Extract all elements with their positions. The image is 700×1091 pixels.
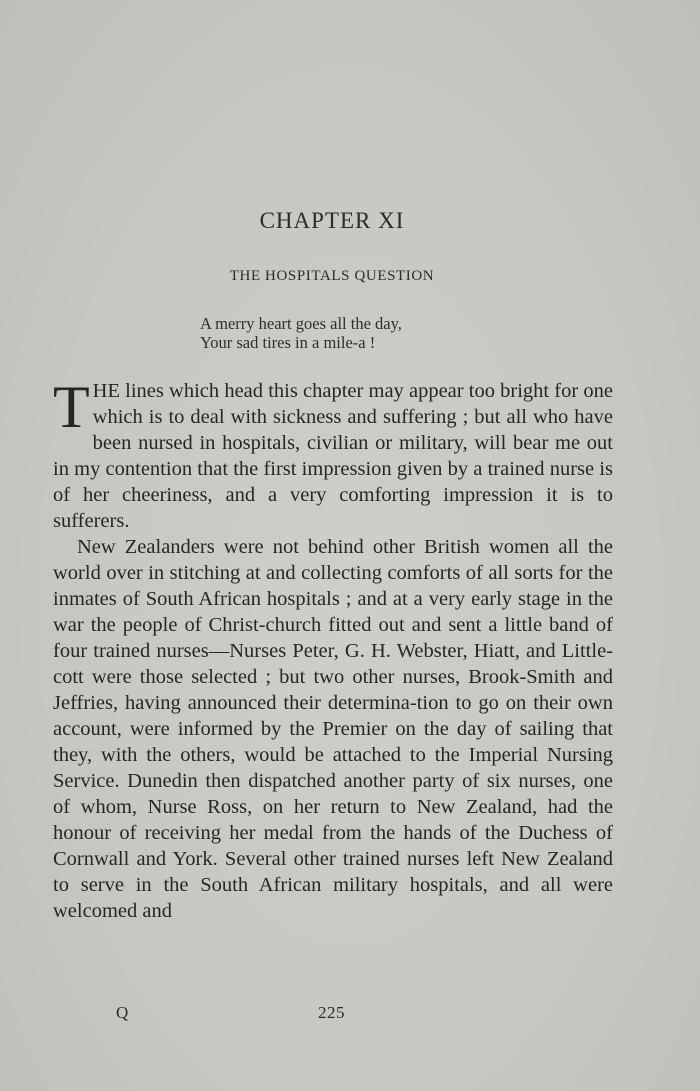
paragraph-2: New Zealanders were not behind other British women all the world over in stitching at and collecting comforts of all sorts for the inmates of South African hospitals ; and at a very early stage in the war the people of Christ-church fitted out and sent a little band of four trained nurses—Nurses Peter, G. H. Webster, Hiatt, and Little-cott were those selected ; but two other nurses, Brook-Smith and Jeffries, having announced their determina-tion to go on their own account, were informed by the Premier on the day of sailing that they, with the others, would be attached to the Imperial Nursing Service. Dunedin then dispatched another party of six nurses, one of whom, Nurse Ross, on her return to New Zealand, had the honour of receiving her medal from the hands of the Duchess of Cornwall and York. Several other trained nurses left New Zealand to serve in the South African military hospitals, and all were welcomed and: [53, 536, 613, 922]
chapter-subtitle: THE HOSPITALS QUESTION: [229, 268, 435, 284]
epigraph: [200, 314, 520, 352]
paragraph-1-text: HE lines which head this chapter may appear too bright for one which is to deal with sickness and suffering ; but all who have been nursed in hospitals, civilian or military, will bear me out in my contention that the first impression given by a trained nurse is of her cheeriness, and a very comforting impression it is to sufferers.: [53, 380, 613, 532]
paragraph-1: [53, 374, 613, 534]
epigraph-line-2: Your sad tires in a mile-a !: [200, 333, 376, 352]
drop-cap: T: [53, 374, 90, 440]
chapter-title: CHAPTER XI: [259, 208, 405, 233]
body-text: [53, 374, 613, 924]
page-number: 225: [318, 1003, 345, 1022]
epigraph-line-1: A merry heart goes all the day,: [200, 314, 402, 333]
signature-mark: Q: [116, 1003, 129, 1022]
